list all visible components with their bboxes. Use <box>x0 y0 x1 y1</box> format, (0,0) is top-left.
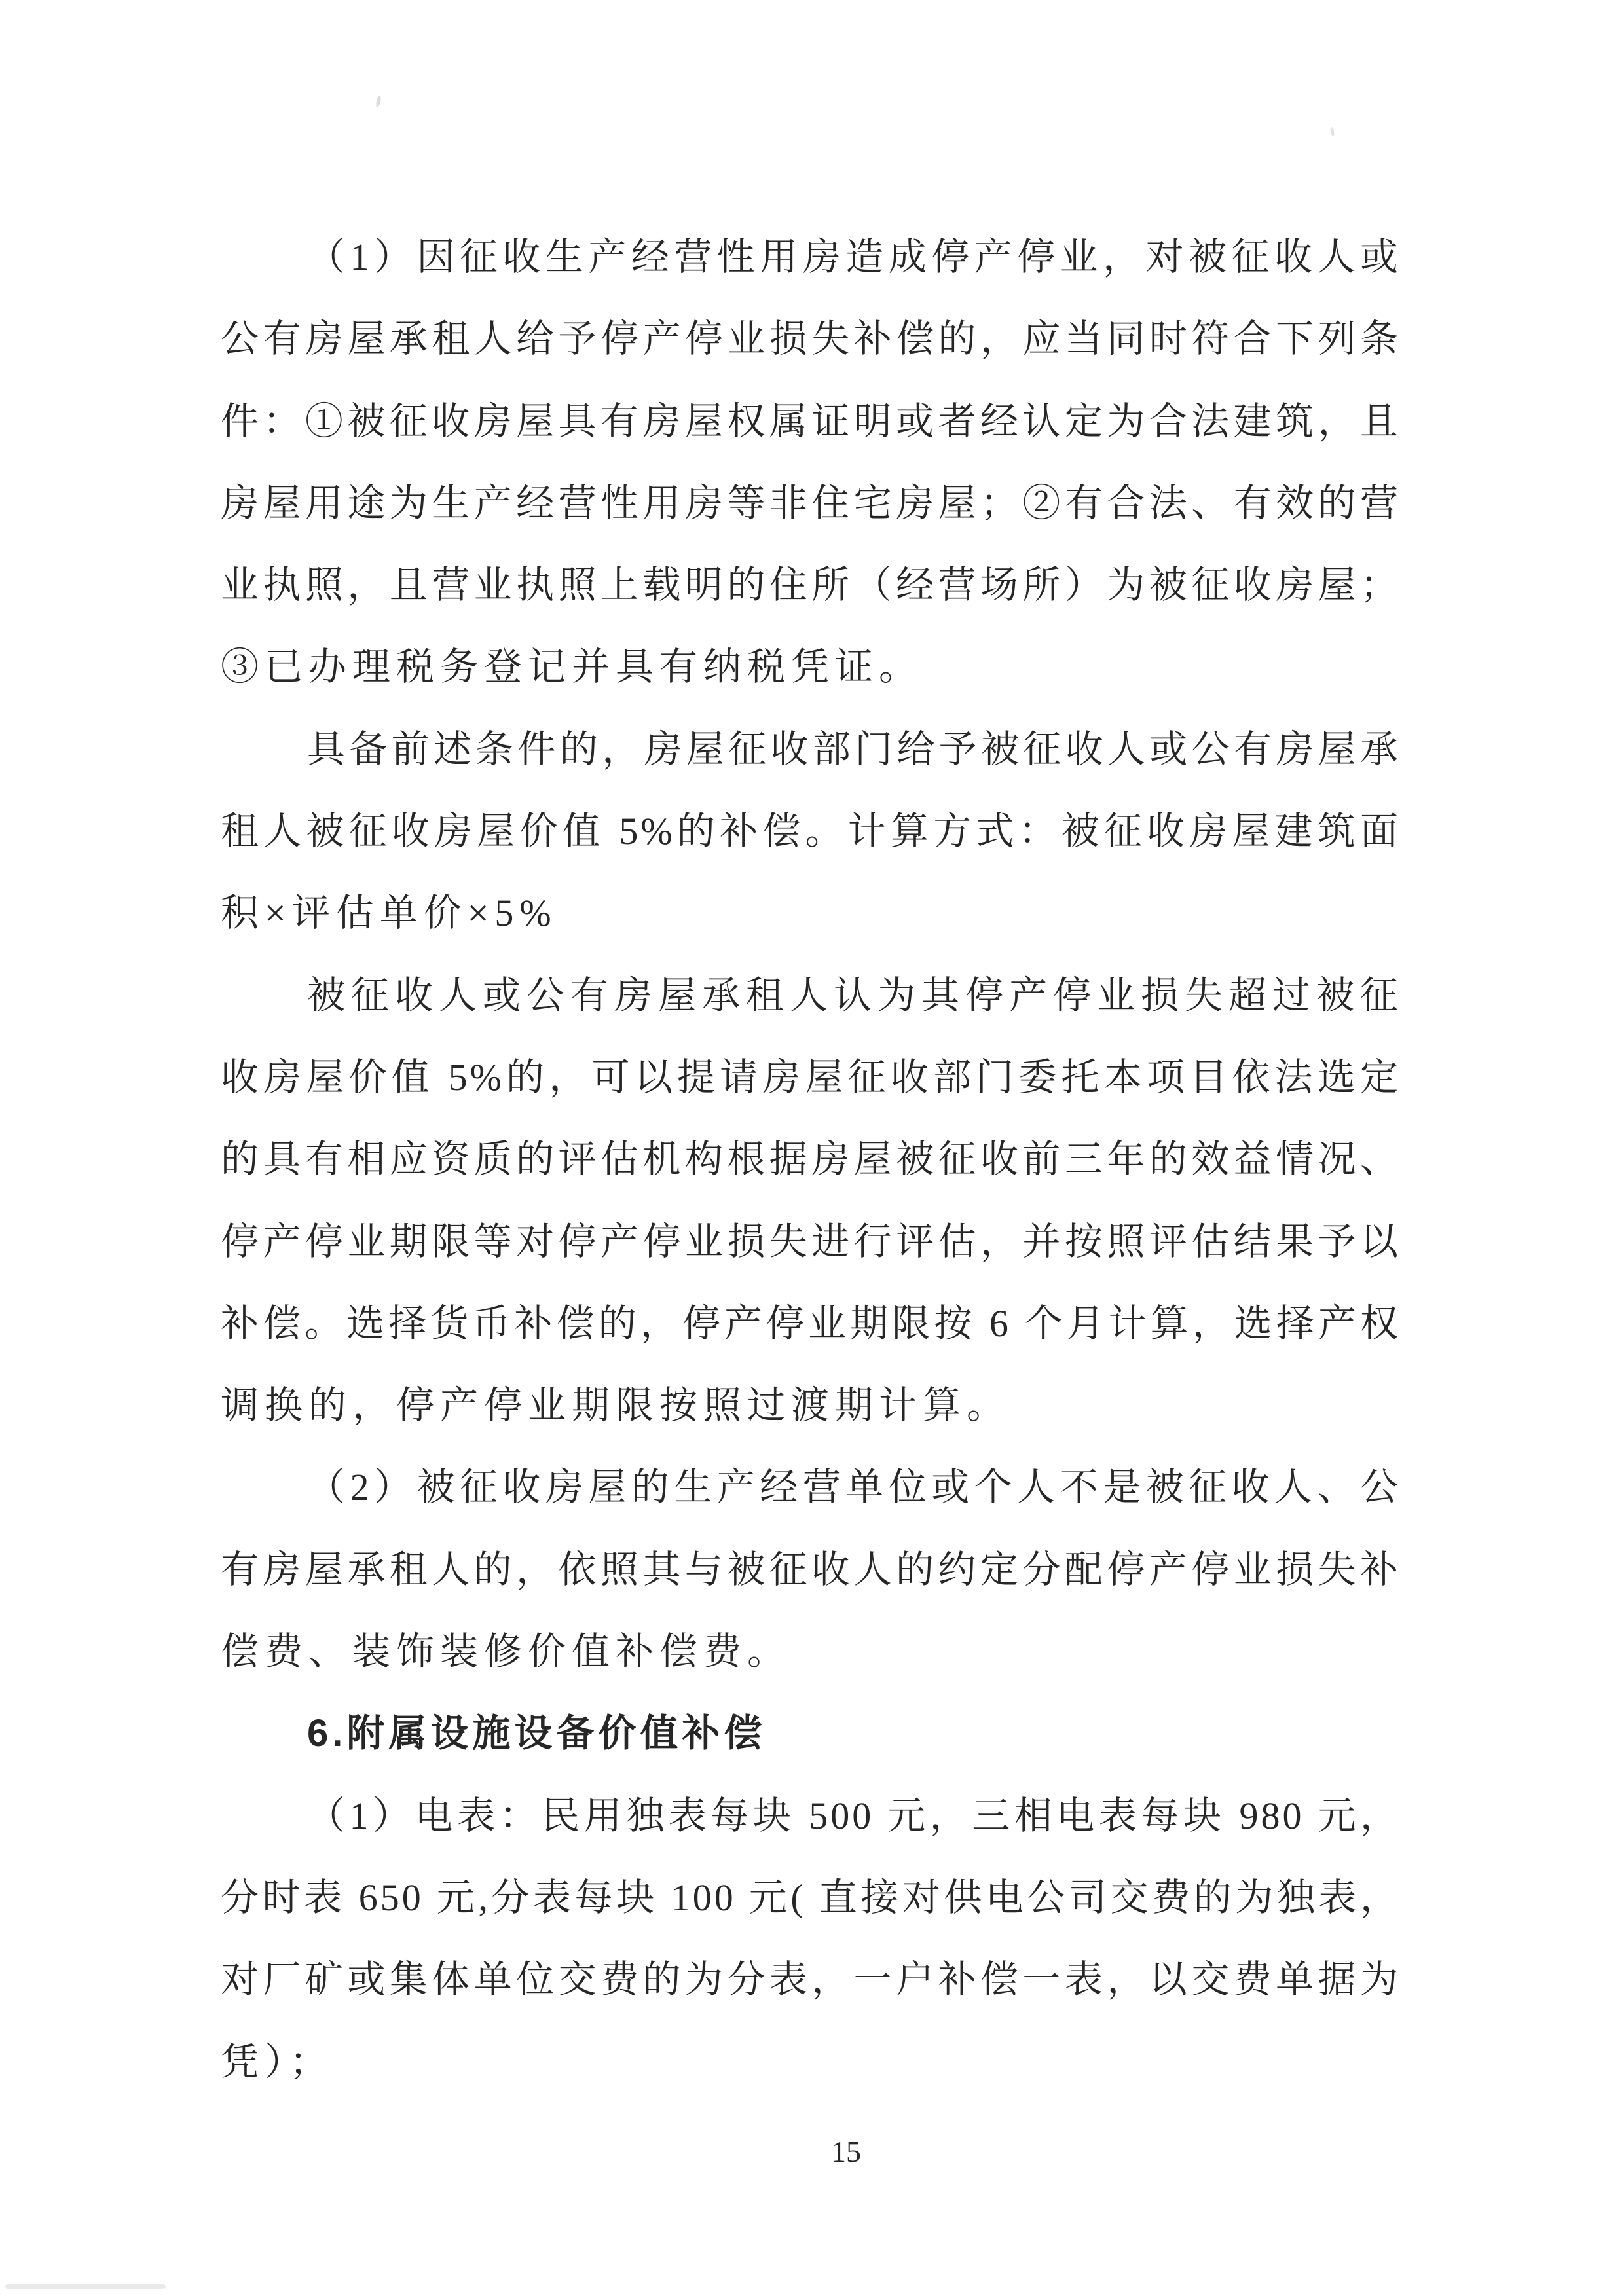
text-line: 分时表 650 元,分表每块 100 元( 直接对供电公司交费的为独表， <box>221 1876 1401 1919</box>
text-line: 被征收人或公有房屋承租人认为其停产停业损失超过被征 <box>307 974 1401 1017</box>
text-line: （1）因征收生产经营性用房造成停产停业，对被征收人或 <box>307 236 1401 278</box>
text-line: 补偿。选择货币补偿的，停产停业期限按 6 个月计算，选择产权 <box>221 1302 1401 1345</box>
text-line: 具备前述条件的，房屋征收部门给予被征收人或公有房屋承 <box>307 727 1401 771</box>
text-block <box>221 216 1401 2103</box>
text-line: 业执照，且营业执照上载明的住所（经营场所）为被征收房屋； <box>221 564 1401 607</box>
text-line: 停产停业期限等对停产停业损失进行评估，并按照评估结果予以 <box>221 1220 1401 1263</box>
page-number: 15 <box>831 2135 861 2168</box>
section-heading: 6.附属设施设备价值补偿 <box>307 1712 766 1755</box>
text-line: 凭）； <box>221 2040 334 2083</box>
text-line: 的具有相应资质的评估机构根据房屋被征收前三年的效益情况、 <box>221 1138 1401 1181</box>
text-line: 件：①被征收房屋具有房屋权属证明或者经认定为合法建筑，且 <box>221 399 1401 443</box>
scan-artifact <box>1330 127 1335 137</box>
text-line: 有房屋承租人的，依照其与被征收人的约定分配停产停业损失补 <box>221 1548 1401 1591</box>
paragraph <box>221 708 1401 955</box>
text-line: 公有房屋承租人给予停产停业损失补偿的，应当同时符合下列条 <box>221 318 1401 361</box>
text-line: ③已办理税务登记并具有纳税凭证。 <box>221 646 923 689</box>
text-line: 收房屋价值 5%的，可以提请房屋征收部门委托本项目依法选定 <box>221 1055 1401 1099</box>
text-line: 对厂矿或集体单位交费的为分表，一户补偿一表，以交费单据为 <box>221 1958 1401 2001</box>
paragraph <box>221 1775 1401 2103</box>
scan-artifact <box>375 96 382 108</box>
text-line: 偿费、装饰装修价值补偿费。 <box>221 1630 792 1673</box>
text-line: （1）电表：民用独表每块 500 元，三相电表每块 980 元， <box>307 1794 1401 1837</box>
text-line: （2）被征收房屋的生产经营单位或个人不是被征收人、公 <box>307 1466 1401 1509</box>
scan-artifact <box>5 2284 166 2289</box>
text-line: 积×评估单价×5% <box>221 892 557 935</box>
text-line: 房屋用途为生产经营性用房等非住宅房屋；②有合法、有效的营 <box>221 481 1401 524</box>
paragraph <box>221 1446 1401 1692</box>
paragraph <box>221 216 1401 708</box>
paragraph <box>221 955 1401 1447</box>
paragraph <box>221 1692 1401 1774</box>
text-line: 租人被征收房屋价值 5%的补偿。计算方式：被征收房屋建筑面 <box>221 810 1401 853</box>
text-line: 调换的，停产停业期限按照过渡期计算。 <box>221 1384 1011 1427</box>
